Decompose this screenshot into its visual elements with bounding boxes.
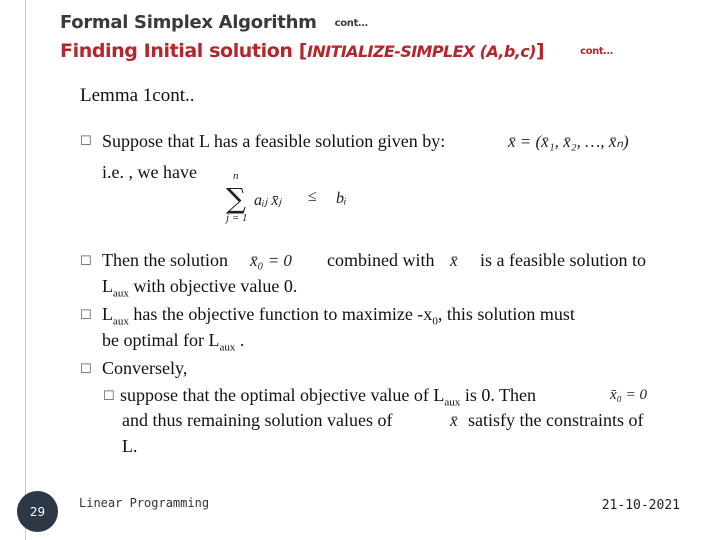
sub-bullet-line2b: satisfy the constraints of	[468, 410, 644, 430]
sigma-symbol: ∑	[226, 182, 246, 215]
footer-date: 21-10-2021	[601, 498, 680, 513]
slide-title	[60, 12, 368, 33]
sub-bullet-line1	[120, 385, 536, 409]
slide-subtitle	[60, 40, 613, 62]
footer-course-title: Linear Programming	[79, 496, 210, 510]
bullet-icon: ☐	[80, 134, 92, 149]
slide-title-cont: cont…	[334, 18, 368, 29]
bullet-2-text-c: is a feasible solution to	[480, 250, 646, 270]
x0-zero-formula: x̄₀ = 0	[250, 251, 292, 270]
bullet-4-text: Conversely,	[102, 358, 188, 378]
bullet-3-text-c: , this solution must	[437, 304, 575, 324]
bullet-3-line1	[102, 304, 575, 328]
sub-bullet-line3: L.	[122, 436, 138, 456]
laux-L: L	[102, 304, 113, 324]
sub-bullet-text-b: is 0. Then	[460, 385, 536, 405]
laux-sub: aux	[444, 396, 461, 409]
lemma-heading: Lemma 1cont..	[80, 85, 195, 106]
laux-sub: aux	[219, 341, 236, 354]
laux-L: L	[102, 276, 113, 296]
bullet-3-line2-text: be optimal for L	[102, 330, 220, 350]
sub-bullet-line2a: and thus remaining solution values of	[122, 410, 393, 430]
sum-formula	[224, 172, 364, 228]
x0-sub: 0	[432, 315, 438, 328]
subtitle-cont: cont…	[580, 46, 613, 57]
x0-zero-formula: x̄₀ = 0	[610, 387, 647, 403]
sum-term: aᵢⱼ x̄ⱼ	[254, 192, 282, 209]
sum-lower-limit: j = 1	[226, 212, 248, 224]
slide-title-text: Formal Simplex Algorithm	[60, 12, 317, 33]
ie-text: i.e. , we have	[102, 162, 197, 182]
subtitle-function: INITIALIZE-SIMPLEX (A,b,c)	[307, 42, 536, 61]
bullet-2-line2-text: with objective value 0.	[128, 276, 298, 296]
sum-rhs: bᵢ	[336, 190, 347, 207]
subtitle-suffix: ]	[535, 40, 545, 62]
sub-bullet-icon: ☐	[103, 389, 115, 404]
bullet-2-line2	[102, 276, 297, 300]
bullet-icon: ☐	[80, 308, 92, 323]
bullet-3-line2-end: .	[235, 330, 245, 350]
bullet-2-text-a: Then the solution	[102, 250, 228, 270]
sub-bullet-text: suppose that the optimal objective value of L	[120, 385, 445, 405]
bullet-2-text-b: combined with	[327, 250, 435, 270]
bullet-1-text: Suppose that L has a feasible solution given by:	[102, 131, 446, 151]
laux-sub: aux	[113, 315, 129, 328]
bullet-icon: ☐	[80, 362, 92, 377]
bullet-icon: ☐	[80, 254, 92, 269]
subtitle-prefix: Finding Initial solution [	[60, 40, 308, 62]
xbar-symbol: x̄	[450, 251, 458, 270]
xbar-vector-formula: x̄ = (x̄₁, x̄₂, …, x̄ₙ)	[508, 132, 629, 151]
sum-upper-limit: n	[233, 170, 239, 182]
bullet-3-text: has the objective function to maximize -x	[128, 304, 433, 324]
laux-sub: aux	[113, 287, 129, 300]
left-margin-rule	[25, 0, 26, 540]
xbar-symbol: x̄	[450, 411, 458, 430]
leq-symbol: ≤	[308, 188, 317, 205]
page-number-badge: 29	[17, 491, 58, 532]
bullet-3-line2	[102, 330, 244, 354]
